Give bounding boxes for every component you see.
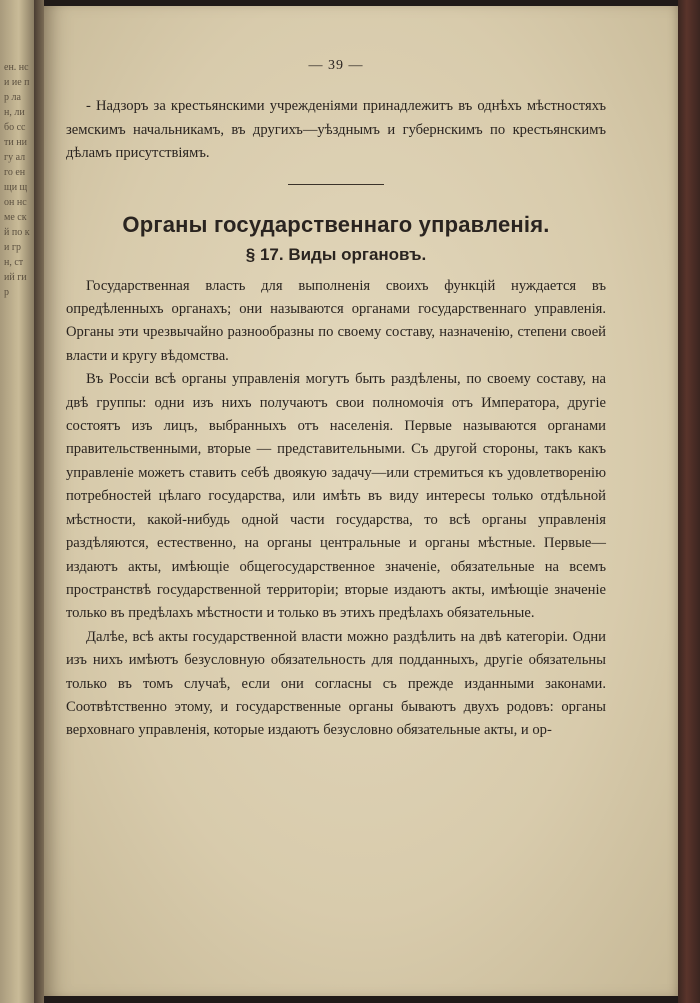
left-page-fragment: ен. нс и ие пр ла н, ли бо сс ти ни гу ал го ен щи щ он нс ме ск й по ки гр н, ст ий ги р: [4, 62, 32, 298]
book-spine: [34, 0, 44, 1003]
section-divider: [288, 184, 384, 185]
page-number: — 39 —: [308, 58, 364, 73]
body-paragraph: Въ Россіи всѣ органы управленія могутъ быть раздѣлены, по своему составу, на двѣ группы: одни изъ нихъ получаютъ свои полномочія отъ Императора, другіе состоятъ изъ лицъ, выбранныхъ отъ населенія. Первые называются органами правительственными, вторые — представительными. Съ другой стороны, такъ какъ управленіе можетъ ставить себѣ двоякую задачу—или стремиться къ удовлетворенію потребностей цѣлаго государства, или имѣть въ виду интересы только отдѣльной мѣстности, какой-нибудь одной части государства, то всѣ органы управленія раздѣляются, естественно, на органы центральные и органы мѣстные. Первые—издаютъ акты, имѣющіе общегосударственное значеніе, обязательные на всемъ пространствѣ государственной территоріи; вторые издаютъ акты, имѣющіе значеніе только въ предѣлахъ мѣстности и только въ этихъ предѣлахъ обязательные.: [66, 371, 606, 622]
intro-paragraph: - Надзоръ за крестьянскими учрежденіями принадлежитъ въ однѣхъ мѣстностяхъ земскимъ начальникамъ, въ другихъ—уѣзднымъ и губернскимъ по крестьянскимъ дѣламъ присутствіямъ.: [66, 98, 606, 162]
page-content: [66, 54, 606, 743]
book-cover-edge: [678, 0, 700, 1003]
left-page-edge: [0, 0, 34, 1003]
body-paragraph: Государственная власть для выполненія своихъ функцій нуждается въ опредѣленныхъ органахъ; они называются органами государственнаго управленія. Органы эти чрезвычайно разнообразны по своему составу, назначенію, степени своей власти и кругу вѣдомства.: [66, 277, 606, 364]
section-title: Органы государственнаго управленія.: [122, 211, 550, 237]
body-paragraph: Далѣе, всѣ акты государственной власти можно раздѣлить на двѣ категоріи. Одни изъ нихъ имѣютъ безусловную обязательность для подданныхъ, другіе обязательны только въ томъ случаѣ, если они согласны съ прежде изданными законами. Соотвѣтственно этому, и государственные органы бываютъ двухъ родовъ: органы верховнаго управленія, которые издаютъ безусловно обязательные акты, и ор-: [66, 628, 606, 739]
section-heading: § 17. Виды органовъ.: [245, 244, 427, 264]
